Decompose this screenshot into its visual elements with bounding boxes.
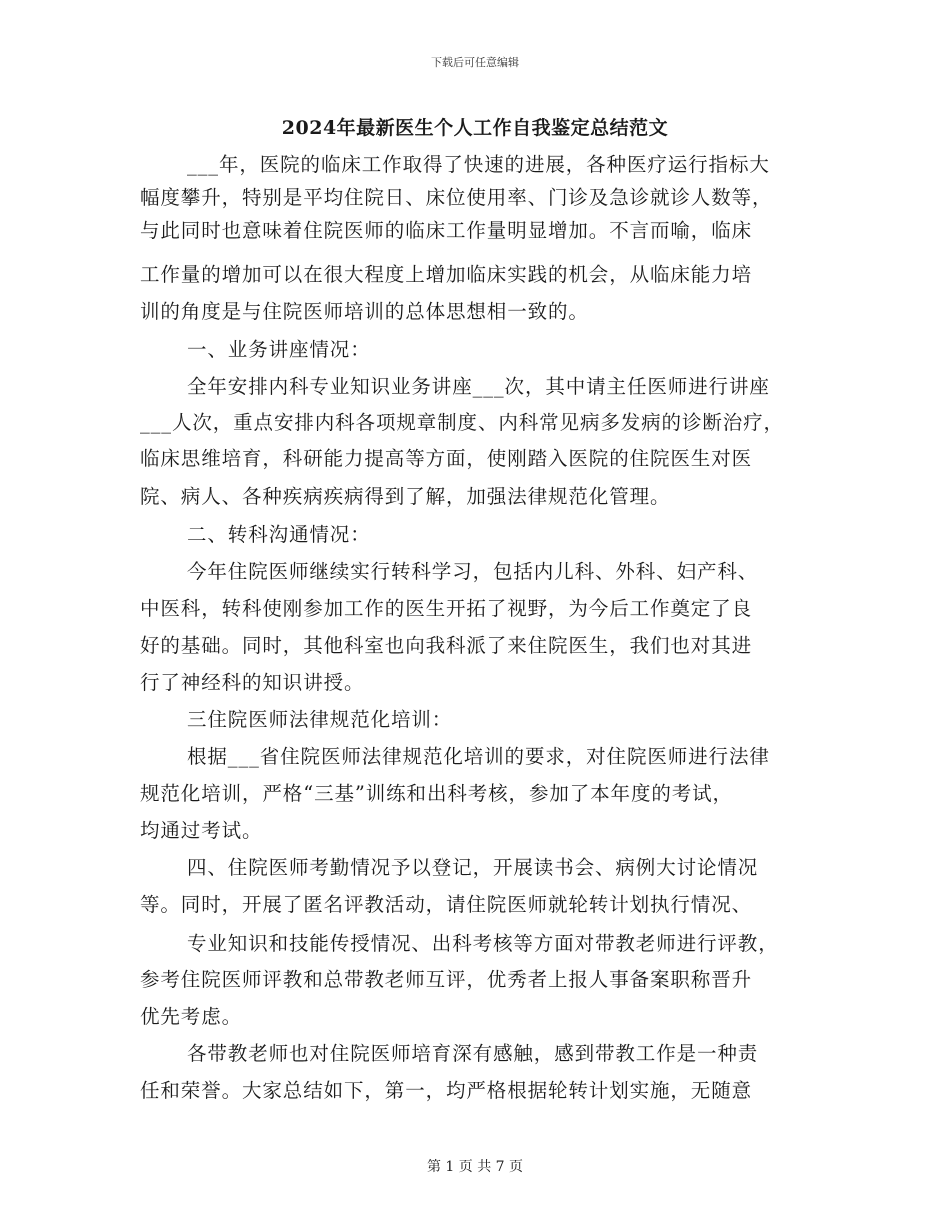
header-note: 下载后可任意编辑	[431, 56, 519, 69]
body-line: ___年，医院的临床工作取得了快速的进展，各种医疗运行指标大	[187, 153, 770, 176]
body-line: 专业知识和技能传授情况、出科考核等方面对带教老师进行评教，	[187, 932, 779, 955]
body-line: 行了神经科的知识讲授。	[140, 671, 365, 694]
body-line: 根据___省住院医师法律规范化培训的要求，对住院医师进行法律	[187, 745, 770, 768]
body-line: 全年安排内科专业知识业务讲座___次，其中请主任医师进行讲座	[187, 375, 770, 398]
body-line: 好的基础。同时，其他科室也向我科派了来住院医生，我们也对其进	[140, 634, 753, 657]
body-line: 训的角度是与住院医师培训的总体思想相一致的。	[140, 300, 589, 323]
section-heading: 三住院医师法律规范化培训：	[187, 708, 453, 731]
body-line: 今年住院医师继续实行转科学习，包括内儿科、外科、妇产科、	[187, 560, 759, 583]
body-line: 临床思维培育，科研能力提高等方面，使刚踏入医院的住院医生对医	[140, 447, 753, 470]
body-line: 任和荣誉。大家总结如下，第一，均严格根据轮转计划实施，无随意	[140, 1079, 753, 1102]
section-heading: 一、业务讲座情况：	[187, 338, 371, 361]
body-line: 优先考虑。	[140, 1005, 243, 1028]
body-line: 规范化培训，严格“三基”训练和出科考核，参加了本年度的考试，	[140, 782, 733, 805]
body-line: 各带教老师也对住院医师培育深有感触，感到带教工作是一种责	[187, 1042, 759, 1065]
body-line: 院、病人、各种疾病疾病得到了解，加强法律规范化管理。	[140, 485, 671, 508]
document-title: 2024年最新医生个人工作自我鉴定总结范文	[281, 117, 669, 139]
body-line: 中医科，转科使刚参加工作的医生开拓了视野，为今后工作奠定了良	[140, 597, 753, 620]
body-line: 与此同时也意味着住院医师的临床工作量明显增加。不言而喻，临床	[140, 219, 753, 242]
body-line: 参考住院医师评教和总带教老师互评，优秀者上报人事备案职称晋升	[140, 968, 753, 991]
body-line: 幅度攀升，特别是平均住院日、床位使用率、门诊及急诊就诊人数等，	[140, 186, 773, 209]
body-line: 等。同时，开展了匿名评教活动，请住院医师就轮转计划执行情况、	[140, 893, 753, 916]
section-heading: 二、转科沟通情况：	[187, 523, 371, 546]
body-line: 四、住院医师考勤情况予以登记，开展读书会、病例大讨论情况	[187, 856, 759, 879]
body-line: 工作量的增加可以在很大程度上增加临床实践的机会，从临床能力培	[140, 263, 753, 286]
body-line: ___人次，重点安排内科各项规章制度、内科常见病多发病的诊断治疗，	[140, 411, 784, 434]
page-footer: 第 1 页 共 7 页	[426, 1159, 524, 1175]
body-line: 均通过考试。	[140, 819, 263, 842]
